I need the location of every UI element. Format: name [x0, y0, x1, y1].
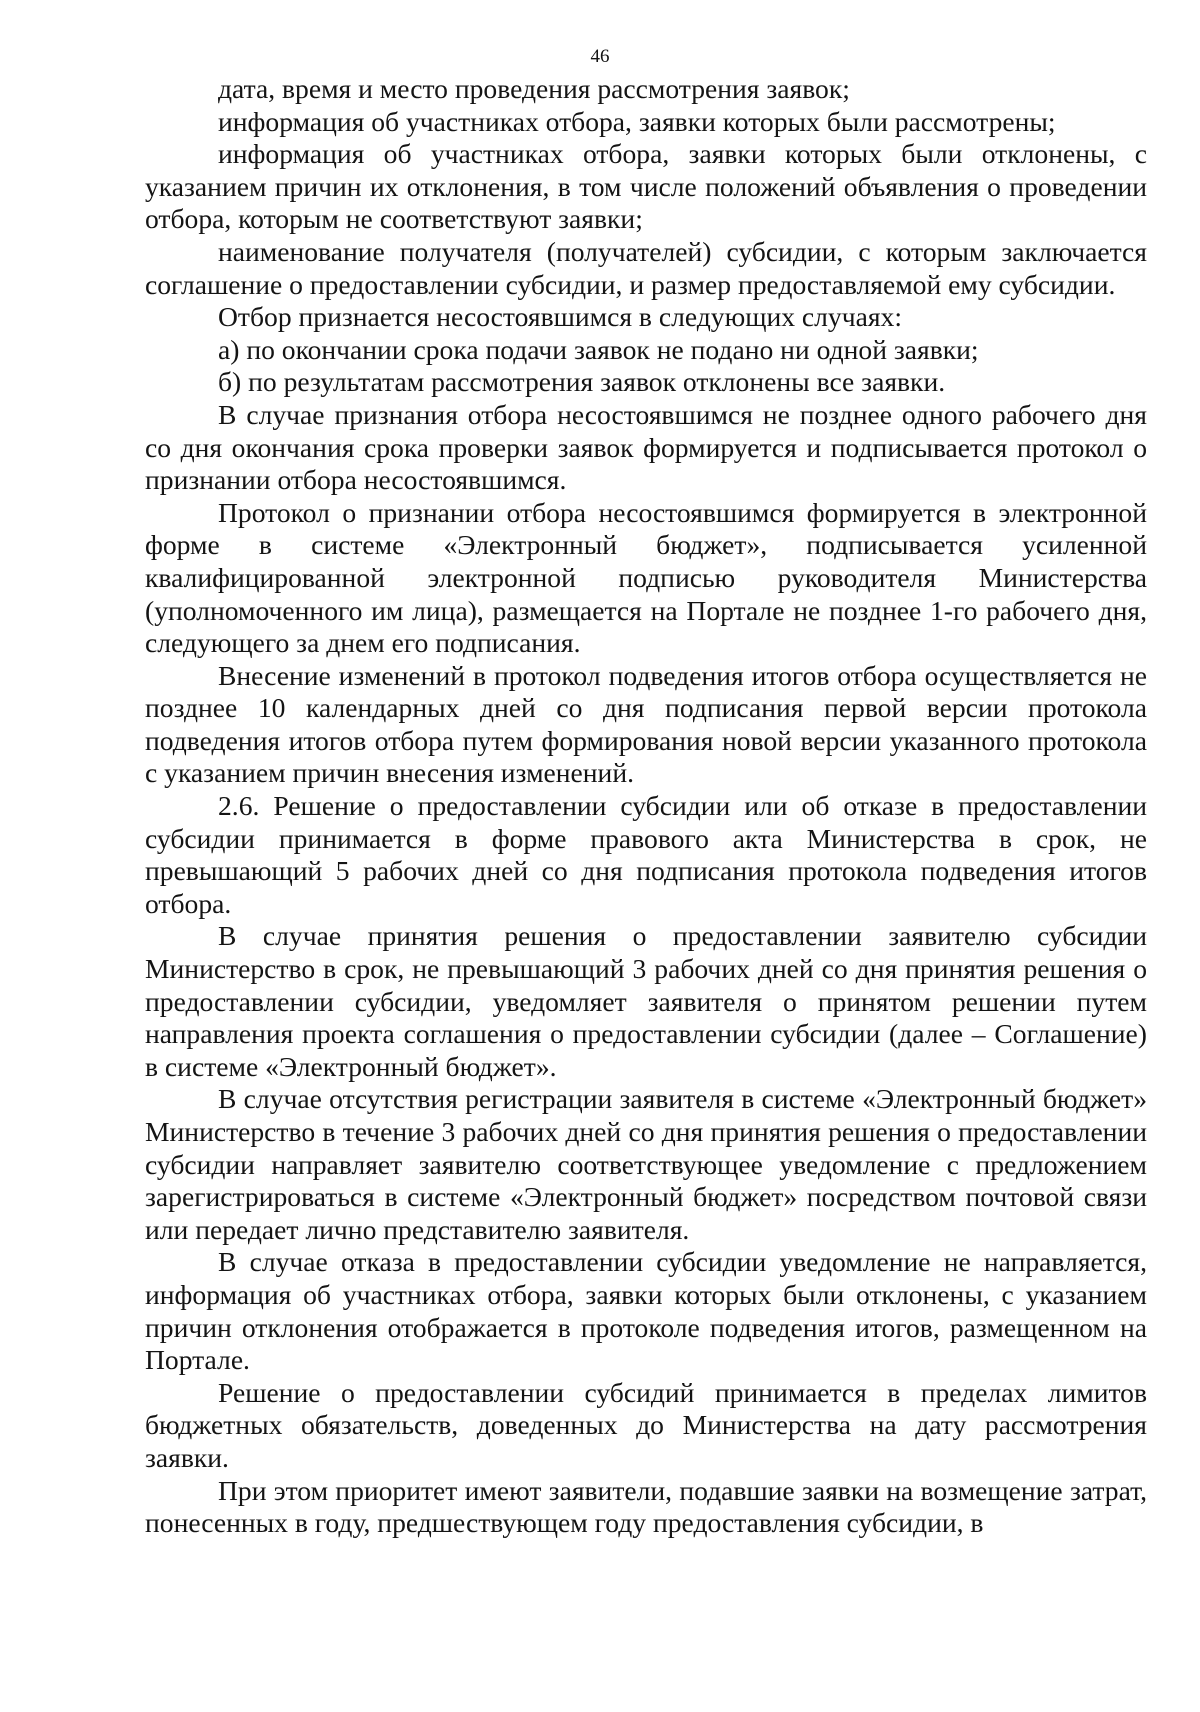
paragraph: Внесение изменений в протокол подведения итогов отбора осуществляется не позднее 10 календарных дней со дня подписания первой версии протокола подведения итогов отбора путем формирования новой версии указанного протокола с указанием причин внесения изменений.	[145, 659, 1147, 789]
paragraph: В случае признания отбора несостоявшимся не позднее одного рабочего дня со дня окончания срока проверки заявок формируется и подписывается протокол о признании отбора несостоявшимся.	[145, 398, 1147, 496]
page-number: 46	[590, 46, 610, 67]
paragraph: наименование получателя (получателей) субсидии, с которым заключается соглашение о предоставлении субсидии, и размер предоставляемой ему субсидии.	[145, 235, 1147, 300]
paragraph: 2.6. Решение о предоставлении субсидии или об отказе в предоставлении субсидии принимается в форме правового акта Министерства в срок, не превышающий 5 рабочих дней со дня подписания протокола подведения итогов отбора.	[145, 790, 1147, 919]
paragraph: дата, время и место проведения рассмотрения заявок;	[218, 73, 850, 104]
paragraph: Отбор признается несостоявшимся в следующих случаях:	[218, 301, 903, 333]
paragraph: В случае отказа в предоставлении субсидии уведомление не направляется, информация об участниках отбора, заявки которых были отклонены, с указанием причин отклонения отображается в протоколе подведения итогов, размещенном на Портале.	[145, 1246, 1147, 1376]
paragraph: Протокол о признании отбора несостоявшимся формируется в электронной форме в системе «Электронный бюджет», подписывается усиленной квалифицированной электронной подписью руководителя Министерства (уполномоченного им лица), размещается на Портале не позднее 1-го рабочего дня, следующего за днем его подписания.	[145, 496, 1147, 659]
paragraph: В случае отсутствия регистрации заявителя в системе «Электронный бюджет» Министерство в течение 3 рабочих дней со дня принятия решения о предоставлении субсидии направляет заявителю соответствующее уведомление с предложением зарегистрироваться в системе «Электронный бюджет» посредством почтовой связи или передает лично представителю заявителя.	[145, 1083, 1147, 1245]
paragraph: информация об участниках отбора, заявки которых были отклонены, с указанием причин их отклонения, в том числе положений объявления о проведении отбора, которым не соответствуют заявки;	[145, 138, 1147, 235]
paragraph: информация об участниках отбора, заявки которых были рассмотрены;	[218, 105, 1056, 137]
paragraph: б) по результатам рассмотрения заявок отклонены все заявки.	[218, 366, 946, 398]
document-body	[145, 73, 1147, 1540]
paragraph: а) по окончании срока подачи заявок не подано ни одной заявки;	[218, 333, 979, 365]
paragraph: При этом приоритет имеют заявители, подавшие заявки на возмещение затрат, понесенных в году, предшествующем году предоставления субсидии, в	[145, 1474, 1147, 1539]
paragraph: В случае принятия решения о предоставлении заявителю субсидии Министерство в срок, не превышающий 3 рабочих дней со дня принятия решения о предоставлении субсидии, уведомляет заявителя о принятом решении путем направления проекта соглашения о предоставлении субсидии (далее – Соглашение) в системе «Электронный бюджет».	[145, 920, 1147, 1082]
paragraph: Решение о предоставлении субсидий принимается в пределах лимитов бюджетных обязательств, доведенных до Министерства на дату рассмотрения заявки.	[145, 1376, 1147, 1473]
